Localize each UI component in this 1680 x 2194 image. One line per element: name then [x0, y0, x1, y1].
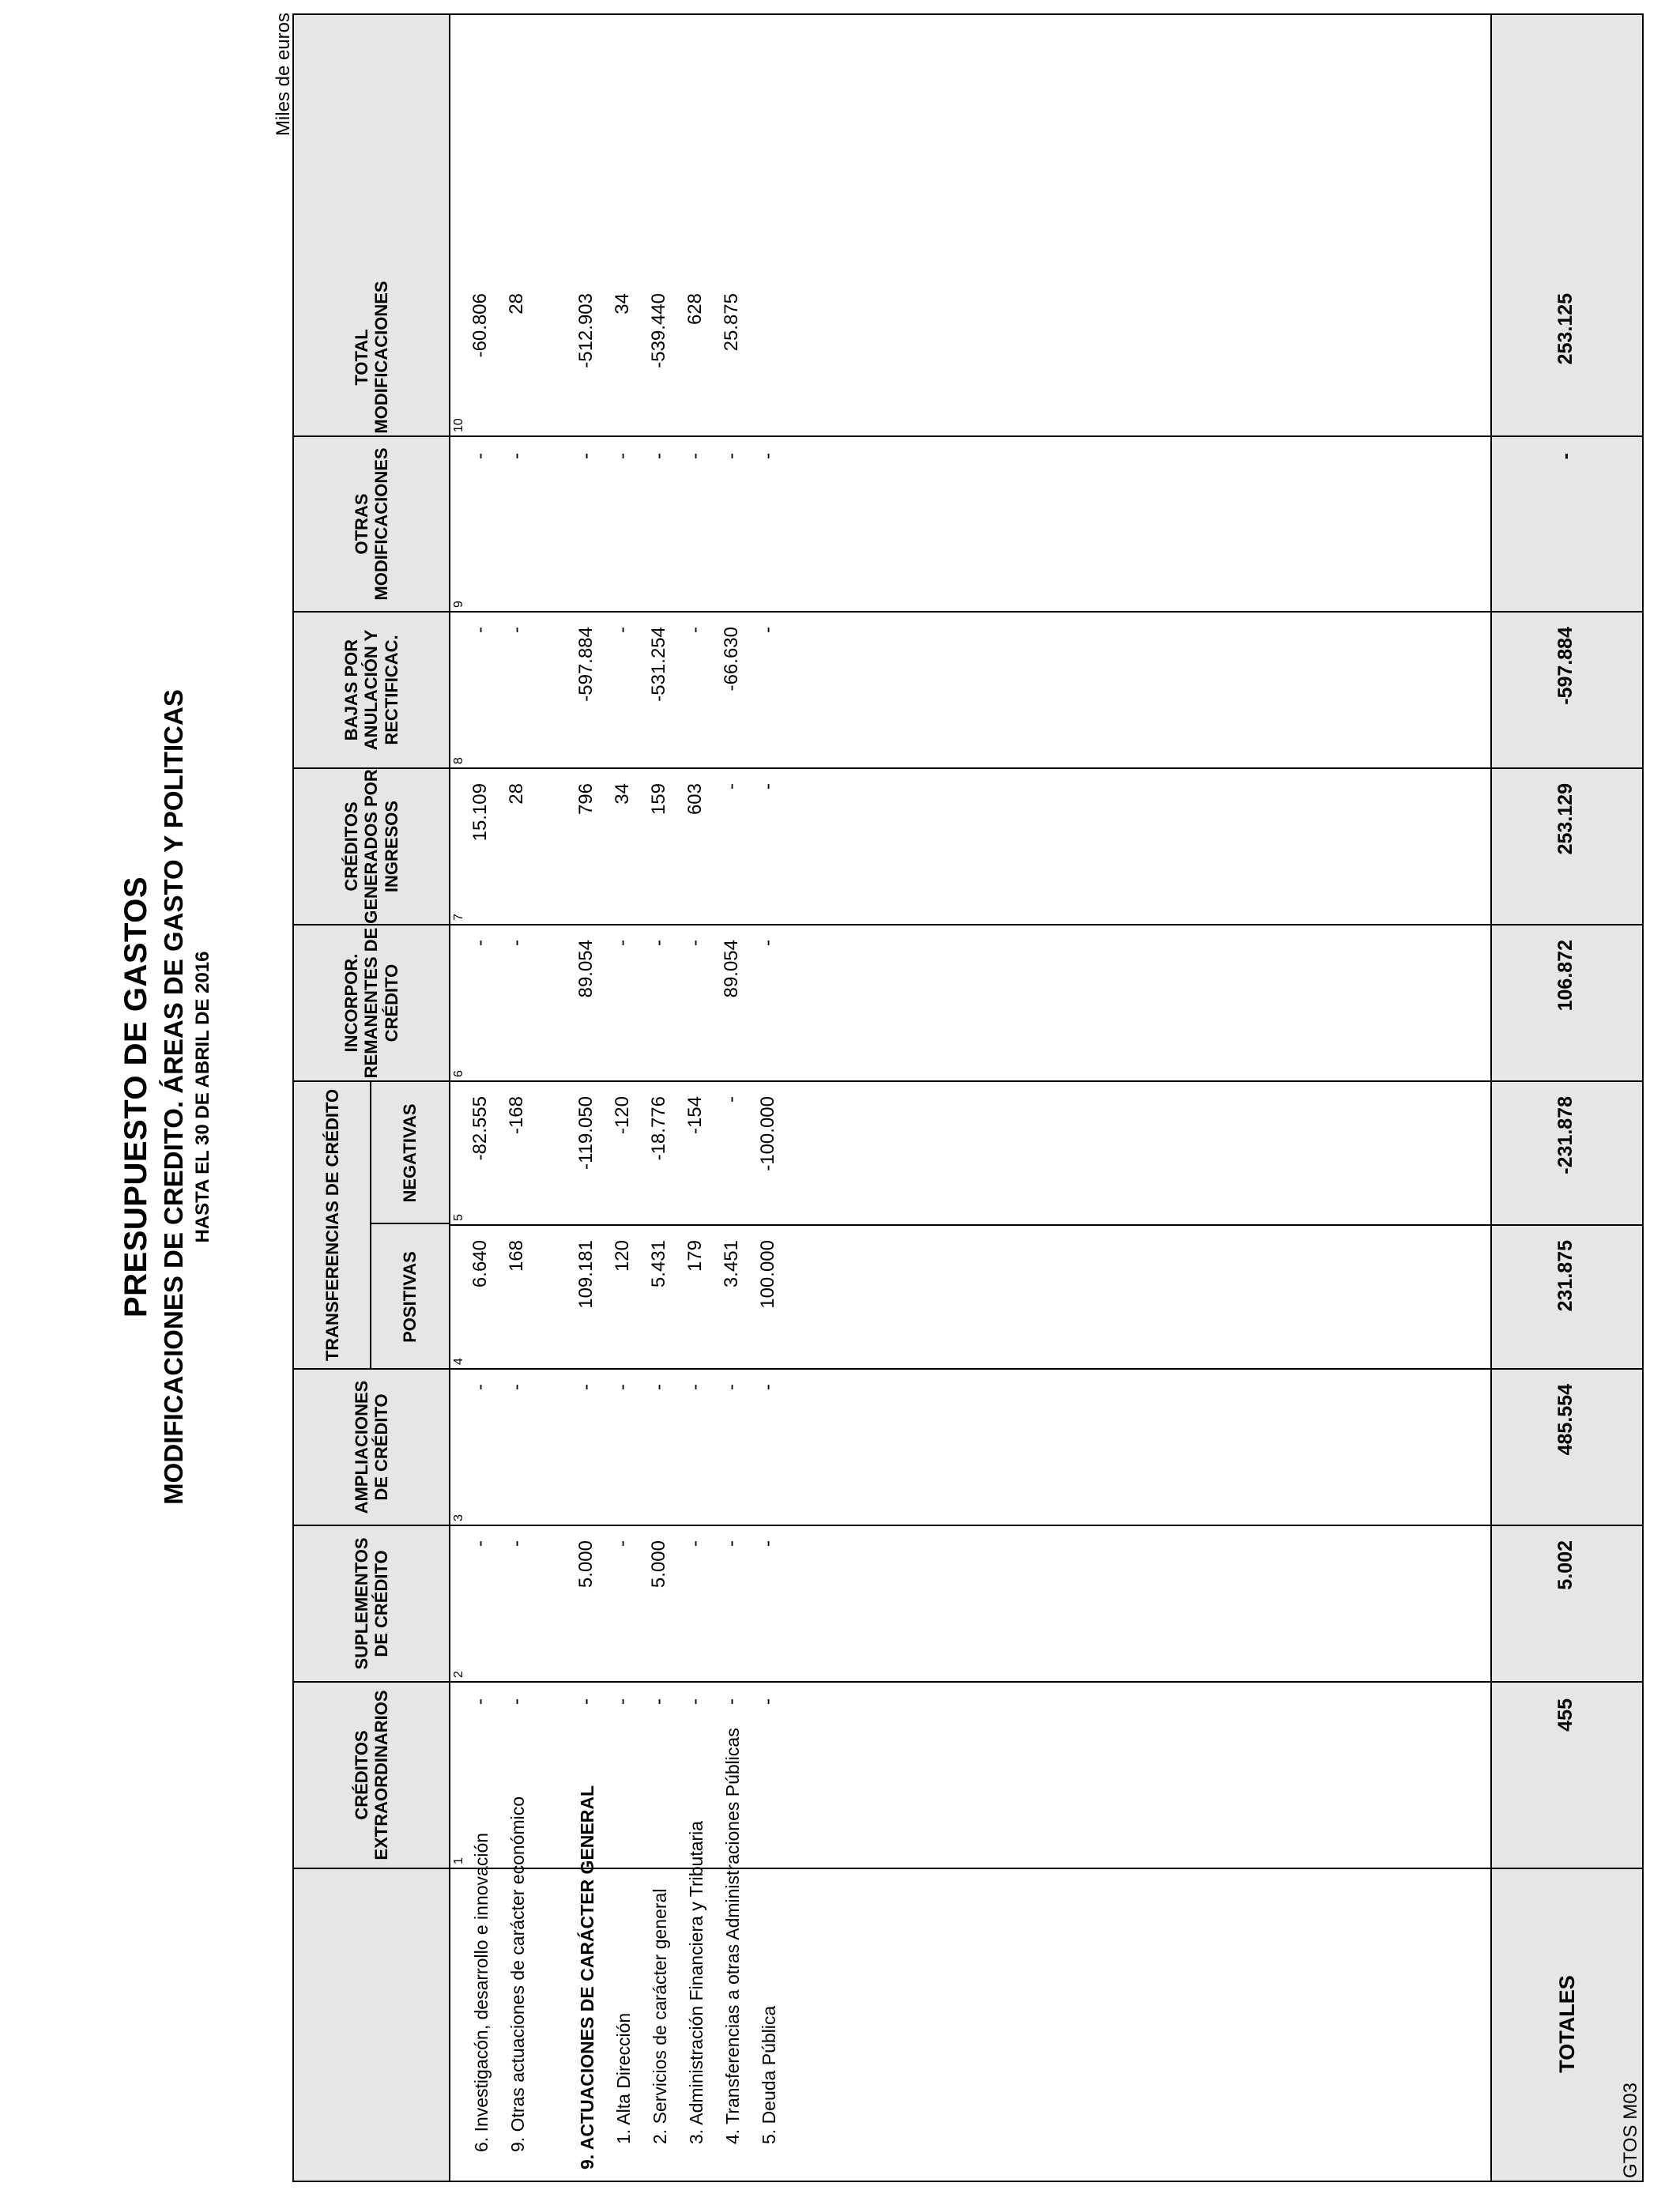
table-cell: - [575, 1384, 597, 1390]
table-cell: 5.431 [648, 1240, 669, 1288]
table-cell: - [684, 1540, 706, 1547]
table-cell: - [721, 783, 742, 790]
row-label: 3. Administración Financiera y Tributaria [686, 1820, 706, 2144]
table-cell: - [757, 1384, 778, 1390]
table-cell: 179 [684, 1240, 706, 1272]
table-cell: -154 [684, 1096, 706, 1135]
total-cell: 455 [1554, 1698, 1576, 1732]
table-cell: - [575, 1698, 597, 1705]
table-cell: 628 [684, 293, 706, 326]
table-cell: 28 [506, 783, 527, 805]
table-cell: 159 [648, 783, 669, 816]
table-cell: - [684, 1698, 706, 1705]
table-cell: - [506, 1384, 527, 1390]
total-cell: 253.129 [1554, 783, 1576, 855]
table-cell: -100.000 [757, 1096, 778, 1171]
table-cell: 3.451 [721, 1240, 742, 1288]
table-cell: - [506, 1540, 527, 1547]
header-bajas: BAJAS POR ANULACIÓN Y RECTIFICAC. [294, 611, 449, 767]
table-cell: - [469, 1540, 491, 1547]
total-cell: -231.878 [1554, 1096, 1576, 1174]
column-number: 2 [452, 1671, 465, 1678]
table-cell: - [575, 453, 597, 459]
header-transferencias: TRANSFERENCIAS DE CRÉDITO POSITIVAS NEGATIVAS [294, 1080, 449, 1368]
header-generados: CRÉDITOS GENERADOS POR INGRESOS [294, 767, 449, 924]
table-cell: -82.555 [469, 1096, 491, 1161]
column-number: 7 [452, 914, 465, 921]
table-cell: 120 [612, 1240, 633, 1272]
header-suplementos: SUPLEMENTOS DE CRÉDITO [294, 1525, 449, 1681]
table-cell: - [757, 453, 778, 459]
table-cell: - [469, 453, 491, 459]
header-negativas: NEGATIVAS [400, 1103, 420, 1203]
table-cell: 603 [684, 783, 706, 816]
row-label: 9. ACTUACIONES DE CARÁCTER GENERAL [577, 1785, 597, 2169]
table-cell: 25.875 [721, 293, 742, 352]
total-cell: -597.884 [1554, 627, 1576, 705]
column-number: 3 [452, 1514, 465, 1521]
title-block [119, 0, 214, 2194]
table-cell: 5.000 [648, 1540, 669, 1589]
table-cell: - [612, 1698, 633, 1705]
table-cell: - [721, 1540, 742, 1547]
total-cell: 231.875 [1554, 1240, 1576, 1312]
table-cell: -120 [612, 1096, 633, 1135]
table-cell: - [648, 453, 669, 459]
table-cell: - [721, 1096, 742, 1103]
column-number: 4 [452, 1358, 465, 1365]
table-cell: - [612, 453, 633, 459]
table-cell: - [721, 453, 742, 459]
table-cell: - [648, 940, 669, 946]
table-cell: -168 [506, 1096, 527, 1135]
total-cell: 485.554 [1554, 1384, 1576, 1456]
table-cell: 168 [506, 1240, 527, 1272]
table-cell: - [684, 453, 706, 459]
table-cell: 100.000 [757, 1240, 778, 1309]
page-subtitle: MODIFICACIONES DE CREDITO. ÁREAS DE GASTO Y POLITICAS [159, 689, 188, 1505]
table-cell: - [506, 940, 527, 946]
table-cell: 109.181 [575, 1240, 597, 1309]
table-cell: - [469, 1698, 491, 1705]
table-cell: 15.109 [469, 783, 491, 842]
header-concept [294, 1868, 449, 2181]
table-cell: - [612, 627, 633, 633]
table-cell: - [757, 627, 778, 633]
table-cell: - [684, 627, 706, 633]
table-cell: - [757, 783, 778, 790]
totals-label: TOTALES [1555, 1975, 1579, 2073]
table-cell: - [757, 940, 778, 946]
header-otras: OTRAS MODIFICACIONES [294, 435, 449, 611]
row-label: 1. Alta Dirección [613, 2012, 634, 2144]
header-incorporaciones: INCORPOR. REMANENTES DE CRÉDITO [294, 924, 449, 1080]
table-cell: -539.440 [648, 293, 669, 368]
table-cell: - [684, 940, 706, 946]
table-cell: -60.806 [469, 293, 491, 358]
header-total: TOTAL MODIFICACIONES [294, 15, 449, 435]
column-number: 1 [452, 1857, 465, 1864]
table-cell: - [506, 627, 527, 633]
total-cell: 5.002 [1554, 1540, 1576, 1590]
total-cell: 253.125 [1554, 293, 1576, 365]
units-label: Miles de euros [273, 13, 294, 137]
header-ampliaciones: AMPLIACIONES DE CRÉDITO [294, 1368, 449, 1525]
table-cell: - [648, 1384, 669, 1390]
form-code: GTOS M03 [1620, 2083, 1641, 2178]
total-cell: 106.872 [1554, 940, 1576, 1012]
table-cell: - [469, 627, 491, 633]
header-positivas: POSITIVAS [400, 1251, 420, 1343]
table-cell: 796 [575, 783, 597, 816]
table-cell: 34 [612, 293, 633, 315]
table-cell: - [506, 1698, 527, 1705]
table-cell: - [757, 1698, 778, 1705]
row-label: 2. Servicios de carácter general [650, 1888, 670, 2144]
row-label: 4. Transferencias a otras Administraciones Públicas [722, 1728, 743, 2144]
table-cell: -597.884 [575, 627, 597, 702]
table-cell: - [612, 1540, 633, 1547]
table-cell: - [612, 940, 633, 946]
row-label: 5. Deuda Pública [759, 2005, 779, 2144]
table-cell: 28 [506, 293, 527, 315]
table-cell: - [721, 1384, 742, 1390]
table-cell: -531.254 [648, 627, 669, 702]
table-cell: - [684, 1384, 706, 1390]
table-cell: 6.640 [469, 1240, 491, 1288]
budget-table [292, 13, 1644, 2182]
table-cell: -119.050 [575, 1096, 597, 1170]
table-cell: 34 [612, 783, 633, 805]
row-label: 9. Otras actuaciones de carácter económico [507, 1796, 528, 2152]
row-label: 6. Investigacón, desarrollo e innovación [471, 1832, 492, 2152]
table-cell: - [648, 1698, 669, 1705]
table-cell: - [612, 1384, 633, 1390]
column-number: 10 [452, 418, 465, 432]
total-cell: - [1554, 453, 1576, 460]
table-cell: - [469, 940, 491, 946]
page-period: HASTA EL 30 DE ABRIL DE 2016 [192, 951, 213, 1243]
column-number: 9 [452, 601, 465, 608]
table-cell: -512.903 [575, 293, 597, 368]
page-title: PRESUPUESTO DE GASTOS [119, 876, 153, 1318]
table-cell: - [469, 1384, 491, 1390]
column-number: 6 [452, 1070, 465, 1077]
table-cell: - [506, 453, 527, 459]
header-creditos-extraordinarios: CRÉDITOS EXTRAORDINARIOS [294, 1681, 449, 1868]
table-cell: - [721, 1698, 742, 1705]
column-number: 8 [452, 757, 465, 764]
table-cell: - [757, 1540, 778, 1547]
table-cell: 5.000 [575, 1540, 597, 1589]
table-cell: 89.054 [721, 940, 742, 998]
column-number: 5 [452, 1214, 465, 1221]
table-cell: -18.776 [648, 1096, 669, 1161]
table-cell: -66.630 [721, 627, 742, 692]
table-cell: 89.054 [575, 940, 597, 998]
